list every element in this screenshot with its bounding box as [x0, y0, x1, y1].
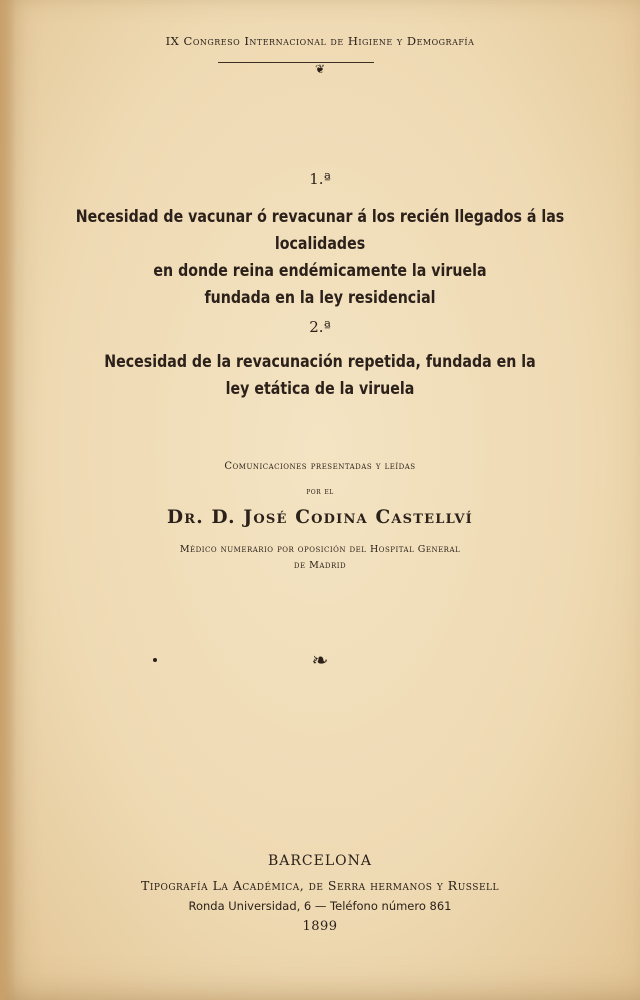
section-number-1: 1.ª: [309, 170, 331, 188]
fleuron-icon: ❦: [314, 62, 326, 76]
section-number-2: 2.ª: [309, 318, 331, 336]
floral-ornament-icon: ❧: [311, 648, 329, 672]
title-line: Necesidad de la revacunación repetida, fundada en la: [104, 352, 536, 371]
congress-header: IX Congreso Internacional de Higiene y Demografía: [165, 34, 475, 48]
author-affiliation: [0, 542, 640, 574]
imprint-address: Ronda Universidad, 6 — Teléfono número 861: [188, 899, 452, 913]
imprint-year: 1899: [302, 919, 338, 934]
title-line: Necesidad de vacunar ó revacunar á los recién llegados á las localidades: [75, 207, 565, 253]
section-title-2: [45, 348, 595, 402]
imprint-city: BARCELONA: [267, 853, 372, 869]
communications-line: Comunicaciones presentadas y leídas: [224, 461, 416, 472]
title-line: en donde reina endémicamente la viruela: [153, 261, 487, 280]
title-line: fundada en la ley residencial: [204, 288, 436, 307]
page-edge-shadow: [0, 0, 16, 1000]
title-line: ley etática de la viruela: [225, 379, 415, 398]
imprint-printer: Tipografía La Académica, de Serra hermanos y Russell: [141, 878, 499, 893]
affiliation-line: de Madrid: [293, 560, 347, 571]
by-line: por el: [306, 487, 334, 497]
affiliation-line: Médico numerario por oposición del Hospital General: [179, 544, 461, 555]
section-title-1: [45, 203, 595, 311]
author-name: Dr. D. José Codina Castellví: [167, 507, 473, 528]
